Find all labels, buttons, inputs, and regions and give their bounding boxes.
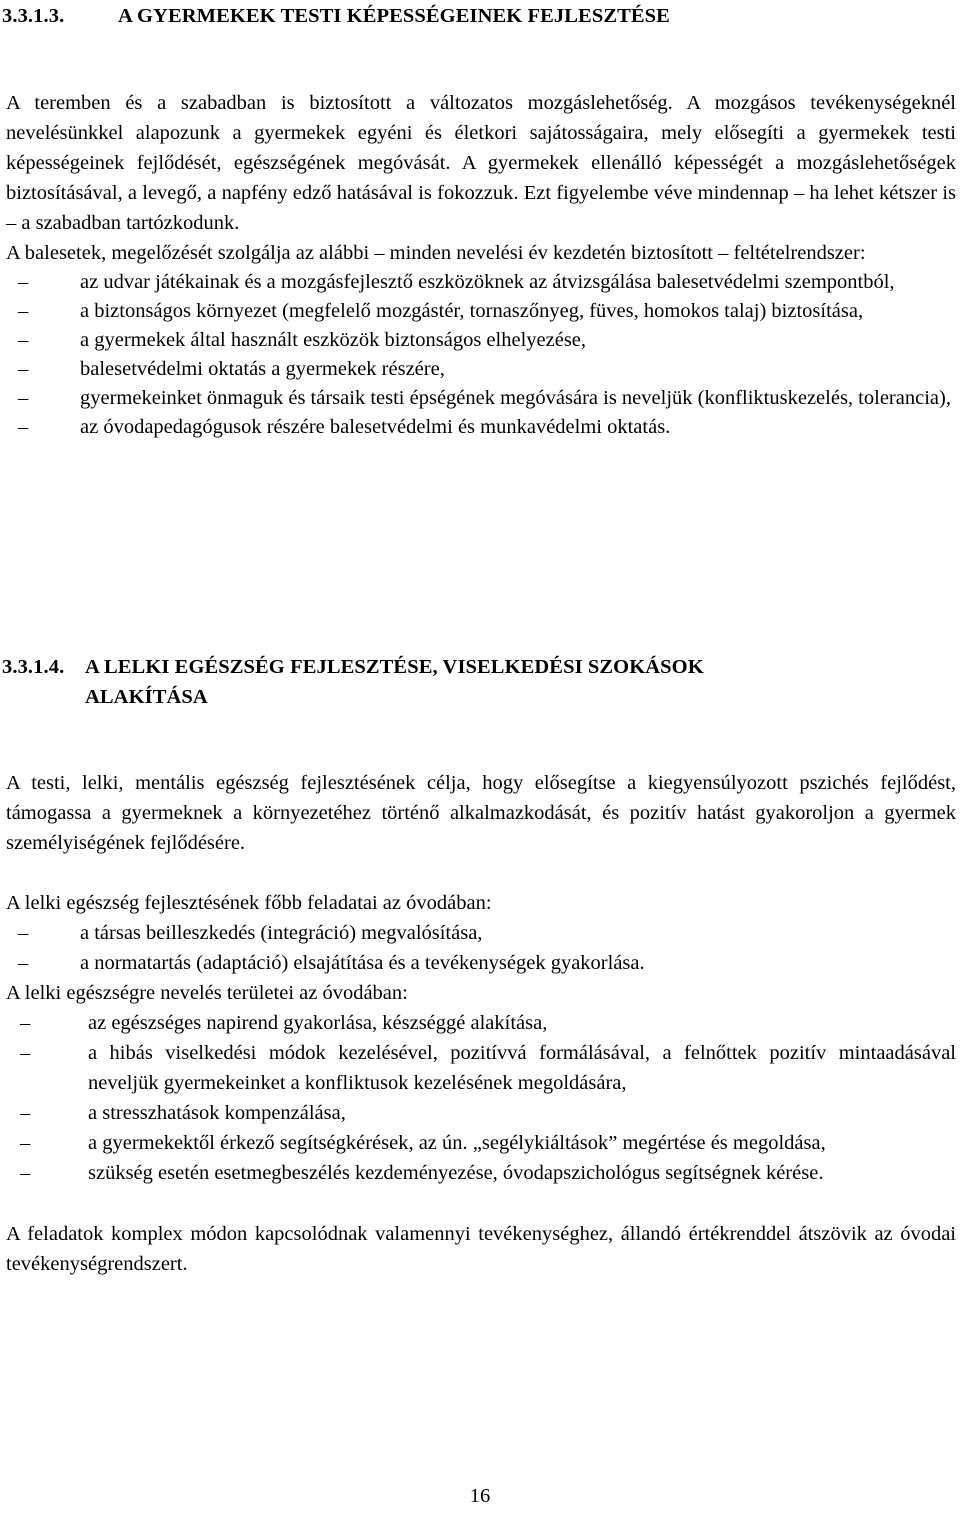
list-item: – a társas beilleszkedés (integráció) megvalósítása,: [6, 918, 956, 948]
dash-bullet-icon: –: [20, 1042, 31, 1064]
dash-bullet-icon: –: [18, 300, 29, 322]
dash-bullet-icon: –: [18, 416, 29, 438]
section-title: A LELKI EGÉSZSÉG FEJLESZTÉSE, VISELKEDÉSI SZOKÁSOK: [85, 656, 704, 678]
list-item: – szükség esetén esetmegbeszélés kezdeményezése, óvodapszichológus segítségnek kérése.: [6, 1158, 956, 1188]
list-item: – a hibás viselkedési módok kezelésével, pozitívvá formálásával, a felnőttek pozitív mintaadásával neveljük gyermekeinket a konfliktusok kezelésének megoldására,: [6, 1038, 956, 1098]
list-item: – a stresszhatások kompenzálása,: [6, 1098, 956, 1128]
paragraph: A teremben és a szabadban is biztosított a változatos mozgáslehetőség. A mozgásos tevékenységeknél nevelésünkkel alapozunk a gyermekek egyéni és életkori sajátosságaira, mely elősegíti a gyermekek testi képességeinek fejlődését, egészségének megóvását. A gyermekek ellenálló képességét a mozgáslehetőségek biztosításával, a levegő, a napfény edző hatásával is fokozzuk. Ezt figyelembe véve mindennap – ha lehet kétszer is – a szabadban tartózkodunk.: [6, 92, 956, 234]
dash-bullet-icon: –: [18, 271, 29, 293]
tasks-list: [6, 918, 956, 978]
section-title-continued: ALAKÍTÁSA: [85, 686, 208, 708]
dash-bullet-icon: –: [18, 922, 29, 944]
section-heading-testi: [2, 3, 670, 29]
page-number: 16: [469, 1485, 491, 1507]
section-number: 3.3.1.4.: [2, 656, 65, 678]
dash-bullet-icon: –: [18, 952, 29, 974]
section-body-lelki: [6, 768, 956, 1279]
section-body-testi: [6, 88, 956, 442]
paragraph: A balesetek, megelőzését szolgálja az alábbi – minden nevelési év kezdetén biztosított – feltételrendszer:: [6, 242, 866, 264]
list-item: – balesetvédelmi oktatás a gyermekek részére,: [6, 355, 956, 384]
list-item: – a gyermekek által használt eszközök biztonságos elhelyezése,: [6, 326, 956, 355]
dash-bullet-icon: –: [20, 1102, 31, 1124]
paragraph: A feladatok komplex módon kapcsolódnak valamennyi tevékenységhez, állandó értékrenddel átszövik az óvodai tevékenységrendszert.: [6, 1223, 956, 1275]
dash-bullet-icon: –: [18, 358, 29, 380]
dash-bullet-icon: –: [20, 1162, 31, 1184]
list-item: – a gyermekektől érkező segítségkérések, az ún. „segélykiáltások” megértése és megoldása,: [6, 1128, 956, 1158]
dash-bullet-icon: –: [18, 329, 29, 351]
section-number: 3.3.1.3.: [2, 5, 65, 27]
list-item: – az óvodapedagógusok részére balesetvédelmi és munkavédelmi oktatás.: [6, 413, 956, 442]
areas-list: [6, 1008, 956, 1188]
dash-bullet-icon: –: [20, 1012, 31, 1034]
dash-bullet-icon: –: [20, 1132, 31, 1154]
section-heading-lelki: [2, 652, 704, 712]
list-item: – az egészséges napirend gyakorlása, készséggé alakítása,: [6, 1008, 956, 1038]
paragraph: A lelki egészségre nevelés területei az óvodában:: [6, 982, 408, 1004]
list-item: – a normatartás (adaptáció) elsajátítása és a tevékenységek gyakorlása.: [6, 948, 956, 978]
paragraph: A lelki egészség fejlesztésének főbb feladatai az óvodában:: [6, 892, 492, 914]
dash-bullet-icon: –: [18, 387, 29, 409]
list-item: – a biztonságos környezet (megfelelő mozgástér, tornaszőnyeg, füves, homokos talaj) biztosítása,: [6, 297, 956, 326]
paragraph: A testi, lelki, mentális egészség fejlesztésének célja, hogy elősegítse a kiegyensúlyozott pszichés fejlődést, támogassa a gyermeknek a környezetéhez történő alkalmazkodását, és pozitív hatást gyakoroljon a gyermek személyiségének fejlődésére.: [6, 772, 956, 854]
section-title: A GYERMEKEK TESTI KÉPESSÉGEINEK FEJLESZTÉSE: [118, 5, 670, 27]
safety-list: [6, 268, 956, 442]
list-item: – gyermekeinket önmaguk és társaik testi épségének megóvására is neveljük (konfliktuskezelés, tolerancia),: [6, 384, 956, 413]
list-item: – az udvar játékainak és a mozgásfejlesztő eszközöknek az átvizsgálása balesetvédelmi szempontból,: [6, 268, 956, 297]
